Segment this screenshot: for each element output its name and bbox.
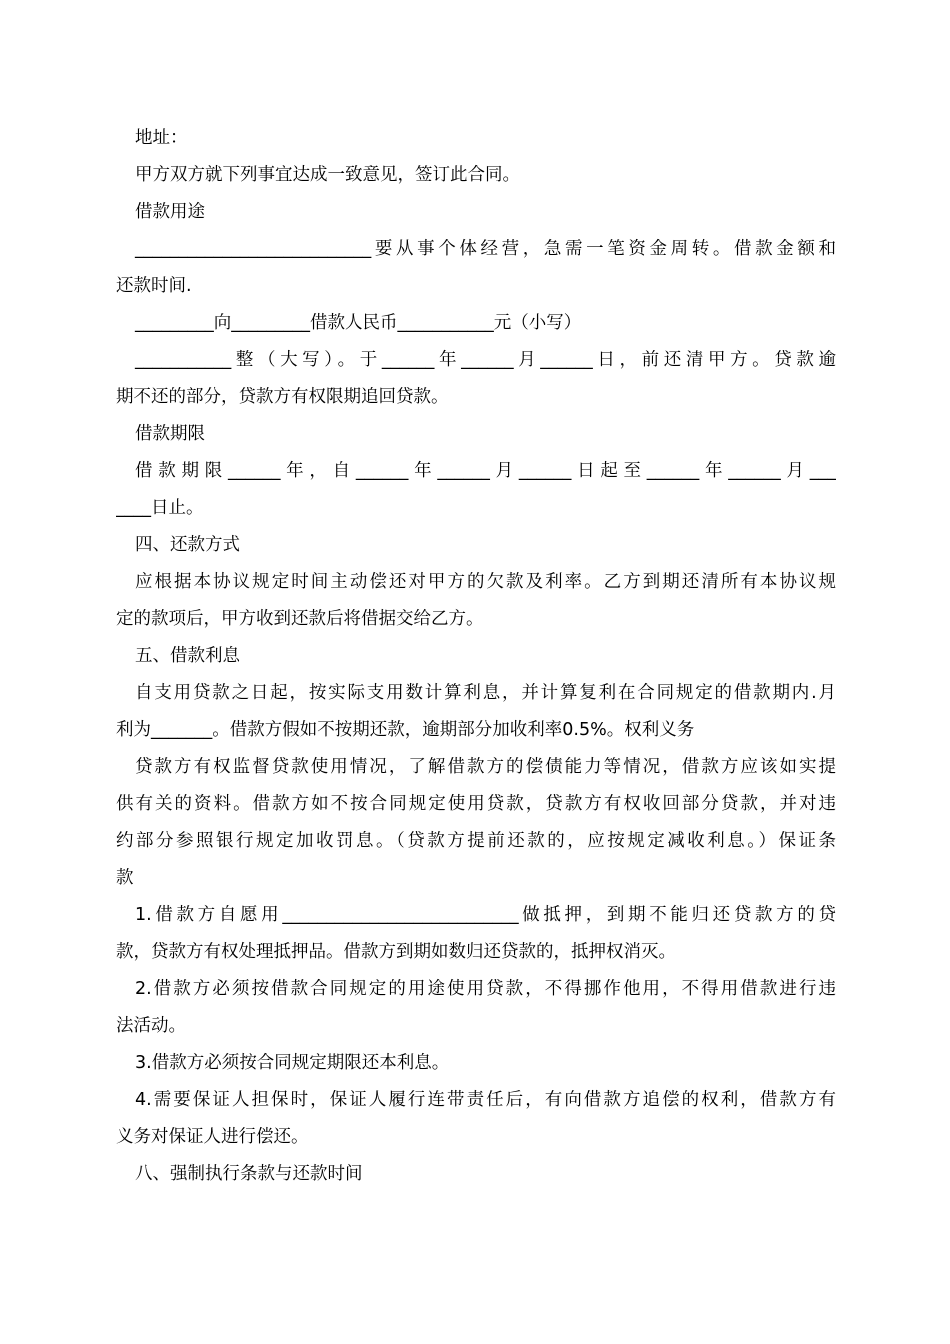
paragraph-line: ___________________________要从事个体经营，急需一笔资金周转。借款金额和 — [135, 239, 836, 259]
loan-amount-line: _________向_________借款人民币___________元（小写） — [135, 313, 582, 333]
paragraph-line: ___________整（大写）。于______年______月______日，前还清甲方。贷款逾 — [135, 350, 836, 370]
section-heading-enforcement: 八、强制执行条款与还款时间 — [135, 1164, 363, 1184]
section-heading-loan-interest: 五、借款利息 — [135, 646, 240, 666]
agreement-intro: 甲方双方就下列事宜达成一致意见，签订此合同。 — [135, 165, 520, 185]
contract-page — [116, 120, 836, 1193]
paragraph-line: 还款时间. — [116, 276, 192, 296]
clause-1-line: 款，贷款方有权处理抵押品。借款方到期如数归还贷款的，抵押权消灭。 — [116, 942, 676, 962]
paragraph-line: 贷款方有权监督贷款使用情况，了解借款方的偿债能力等情况，借款方应该如实提 — [135, 757, 836, 777]
paragraph-line: 期不还的部分，贷款方有权限期追回贷款。 — [116, 387, 449, 407]
paragraph-line: 供有关的资料。借款方如不按合同规定使用贷款，贷款方有权收回部分贷款，并对违 — [116, 794, 836, 814]
clause-3-line: 3.借款方必须按合同规定期限还本利息。 — [135, 1053, 450, 1073]
clause-4-line: 义务对保证人进行偿还。 — [116, 1127, 309, 1147]
section-heading-loan-purpose: 借款用途 — [135, 202, 205, 222]
clause-2-line: 2.借款方必须按借款合同规定的用途使用贷款，不得挪作他用，不得用借款进行违 — [135, 979, 836, 999]
paragraph-line: 约部分参照银行规定加收罚息。（贷款方提前还款的，应按规定减收利息。）保证条 — [116, 831, 836, 851]
clause-1-line: 1.借款方自愿用___________________________做抵押，到期不能归还贷款方的贷 — [135, 905, 836, 925]
paragraph-line: ____日止。 — [116, 498, 204, 518]
clause-2-line: 法活动。 — [116, 1016, 186, 1036]
paragraph-line: 自支用贷款之日起，按实际支用数计算利息，并计算复利在合同规定的借款期内.月 — [135, 683, 836, 703]
clause-4-line: 4.需要保证人担保时，保证人履行连带责任后，有向借款方追偿的权利，借款方有 — [135, 1090, 836, 1110]
address-line: 地址： — [135, 128, 188, 148]
section-heading-repayment-method: 四、还款方式 — [135, 535, 240, 555]
paragraph-line: 借款期限______年，自______年______月______日起至______年______月___ — [135, 461, 836, 481]
paragraph-line: 应根据本协议规定时间主动偿还对甲方的欠款及利率。乙方到期还清所有本协议规 — [135, 572, 836, 592]
section-heading-loan-term: 借款期限 — [135, 424, 205, 444]
paragraph-line: 定的款项后，甲方收到还款后将借据交给乙方。 — [116, 609, 484, 629]
paragraph-line: 款 — [116, 868, 134, 888]
paragraph-line: 利为_______。借款方假如不按期还款，逾期部分加收利率0.5%。权利义务 — [116, 720, 695, 740]
